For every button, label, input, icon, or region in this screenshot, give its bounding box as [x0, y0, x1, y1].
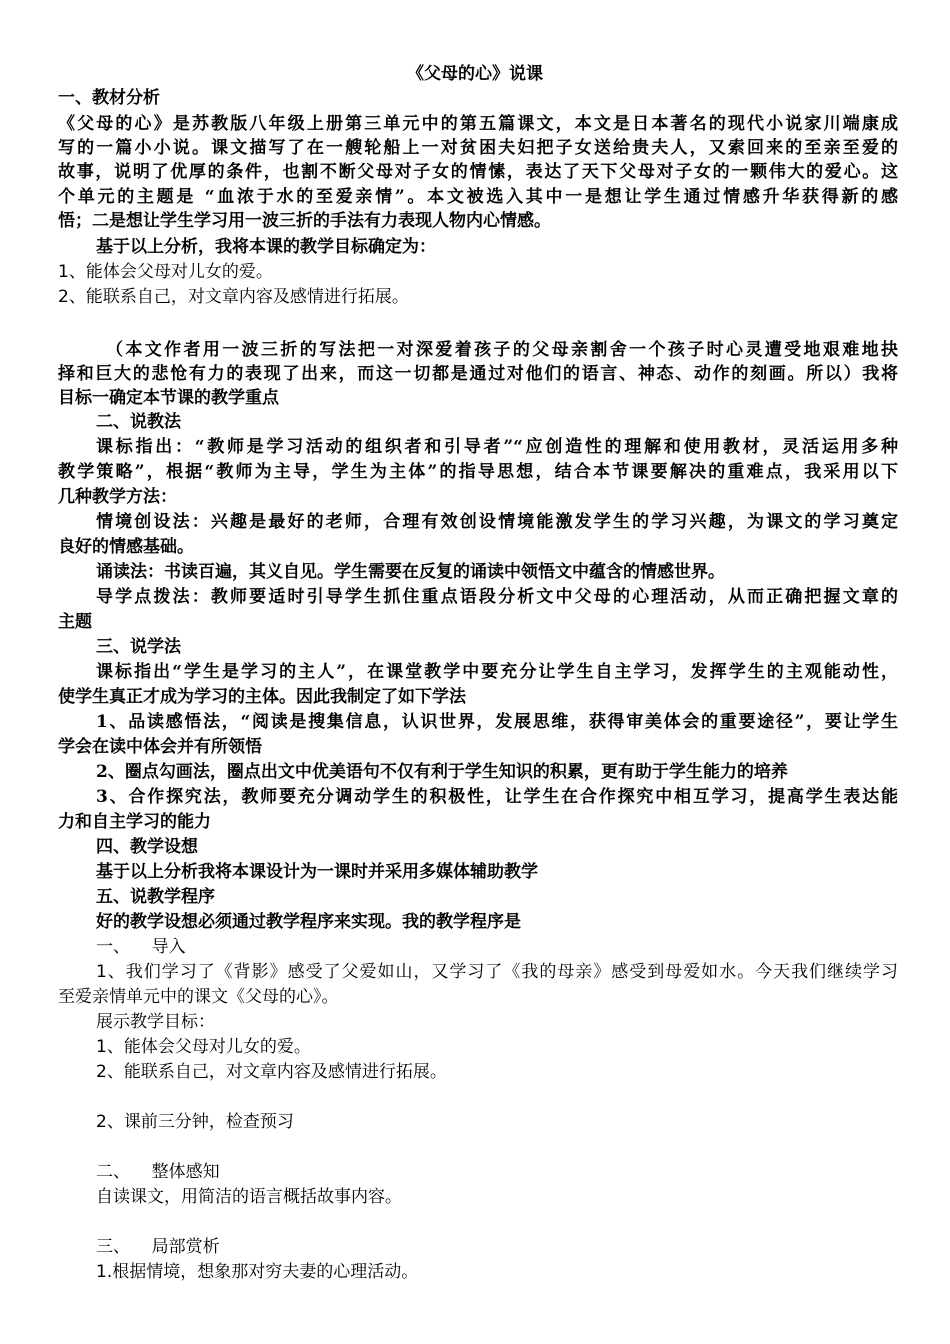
paragraph-line: 1、我们学习了《背影》感受了父爱如山，又学习了《我的母亲》感受到母爱如水。今天我们继续学习: [96, 962, 898, 982]
paragraph-line: 故事，说明了优厚的条件，也割不断父母对子女的情愫，表达了天下父母对子女的一颗伟大的爱心。这: [58, 162, 898, 182]
paragraph-line: 情境创设法：兴趣是最好的老师，合理有效创设情境能激发学生的学习兴趣，为课文的学习奠定: [96, 512, 898, 532]
paragraph-line: 3、合作探究法，教师要充分调动学生的积极性，让学生在合作探究中相互学习，提高学生表达能: [96, 787, 898, 807]
paragraph-line: 择和巨大的悲怆有力的表现了出来，而这一切都是通过对他们的语言、神态、动作的刻画。所以）我将: [58, 364, 898, 384]
paragraph-line: 课标指出：“教师是学习活动的组织者和引导者”“应创造性的理解和使用教材，灵活运用多种: [96, 437, 898, 457]
paragraph-line: 使学生真正才成为学习的主体。因此我制定了如下学法: [58, 687, 466, 707]
paragraph-line: 自读课文，用简洁的语言概括故事内容。: [96, 1187, 402, 1207]
goal-item: 2、能联系自己，对文章内容及感情进行拓展。: [58, 287, 409, 307]
paragraph-line: 1、品读感悟法，“阅读是搜集信息，认识世界，发展思维，获得审美体会的重要途径”，要让学生: [96, 712, 898, 732]
section-heading: 五、说教学程序: [96, 887, 215, 907]
paragraph-line: （本文作者用一波三折的写法把一对深爱着孩子的父母亲割舍一个孩子时心灵遭受地艰难地抉: [106, 340, 898, 360]
paragraph-line: 教学策略”，根据“教师为主导，学生为主体”的指导思想，结合本节课要解决的重难点，我采用以下: [58, 462, 898, 482]
paragraph-line: 良好的情感基础。: [58, 537, 194, 557]
paragraph-line: 写的一篇小小说。课文描写了在一艘轮船上一对贫困夫妇把子女送给贵夫人，又索回来的至亲至爱的: [58, 138, 898, 158]
paragraph-line: 悟；二是想让学生学习用一波三折的手法有力表现人物内心情感。: [58, 211, 551, 231]
paragraph-line: 力和自主学习的能力: [58, 812, 211, 832]
section-heading: 一、教材分析: [58, 88, 160, 108]
paragraph-line: 主题: [58, 612, 92, 632]
goal-item: 2、能联系自己，对文章内容及感情进行拓展。: [96, 1062, 447, 1082]
paragraph-line: 几种教学方法：: [58, 487, 177, 507]
goal-intro: 基于以上分析，我将本课的教学目标确定为：: [96, 237, 436, 257]
step-heading: 一、 导入: [96, 937, 186, 957]
paragraph-line: 1.根据情境，想象那对穷夫妻的心理活动。: [96, 1262, 419, 1282]
paragraph-line: 导学点拨法：教师要适时引导学生抓住重点语段分析文中父母的心理活动，从而正确把握文章的: [96, 587, 898, 607]
step-heading: 二、 整体感知: [96, 1162, 220, 1182]
document-title: 《父母的心》说课: [407, 64, 543, 84]
paragraph-line: 2、圈点勾画法，圈点出文中优美语句不仅有利于学生知识的积累，更有助于学生能力的培养: [96, 762, 788, 782]
paragraph-line: 诵读法：书读百遍，其义自见。学生需要在反复的诵读中领悟文中蕴含的情感世界。: [96, 562, 725, 582]
paragraph-line: 目标一确定本节课的教学重点: [58, 388, 279, 408]
paragraph-line: 课标指出“学生是学习的主人”，在课堂教学中要充分让学生自主学习，发挥学生的主观能动性，: [96, 662, 898, 682]
paragraph-line: 好的教学设想必须通过教学程序来实现。我的教学程序是: [96, 912, 521, 932]
paragraph-line: 学会在读中体会并有所领悟: [58, 737, 262, 757]
goal-item: 1、能体会父母对儿女的爱。: [96, 1037, 311, 1057]
goal-item: 1、能体会父母对儿女的爱。: [58, 262, 273, 282]
paragraph-line: 基于以上分析我将本课设计为一课时并采用多媒体辅助教学: [96, 862, 538, 882]
step-heading: 三、 局部赏析: [96, 1237, 220, 1257]
section-heading: 四、教学设想: [96, 837, 198, 857]
paragraph-line: 2、课前三分钟，检查预习: [96, 1112, 294, 1132]
paragraph-line: 至爱亲情单元中的课文《父母的心》。: [58, 987, 339, 1007]
paragraph-line: 展示教学目标：: [96, 1012, 215, 1032]
section-heading: 二、说教法: [96, 412, 181, 432]
section-heading: 三、说学法: [96, 637, 181, 657]
paragraph-line: 个单元的主题是 “血浓于水的至爱亲情”。本文被选入其中一是想让学生通过情感升华获得新的感: [58, 187, 898, 207]
paragraph-line: 《父母的心》是苏教版八年级上册第三单元中的第五篇课文，本文是日本著名的现代小说家川端康成: [58, 114, 898, 134]
